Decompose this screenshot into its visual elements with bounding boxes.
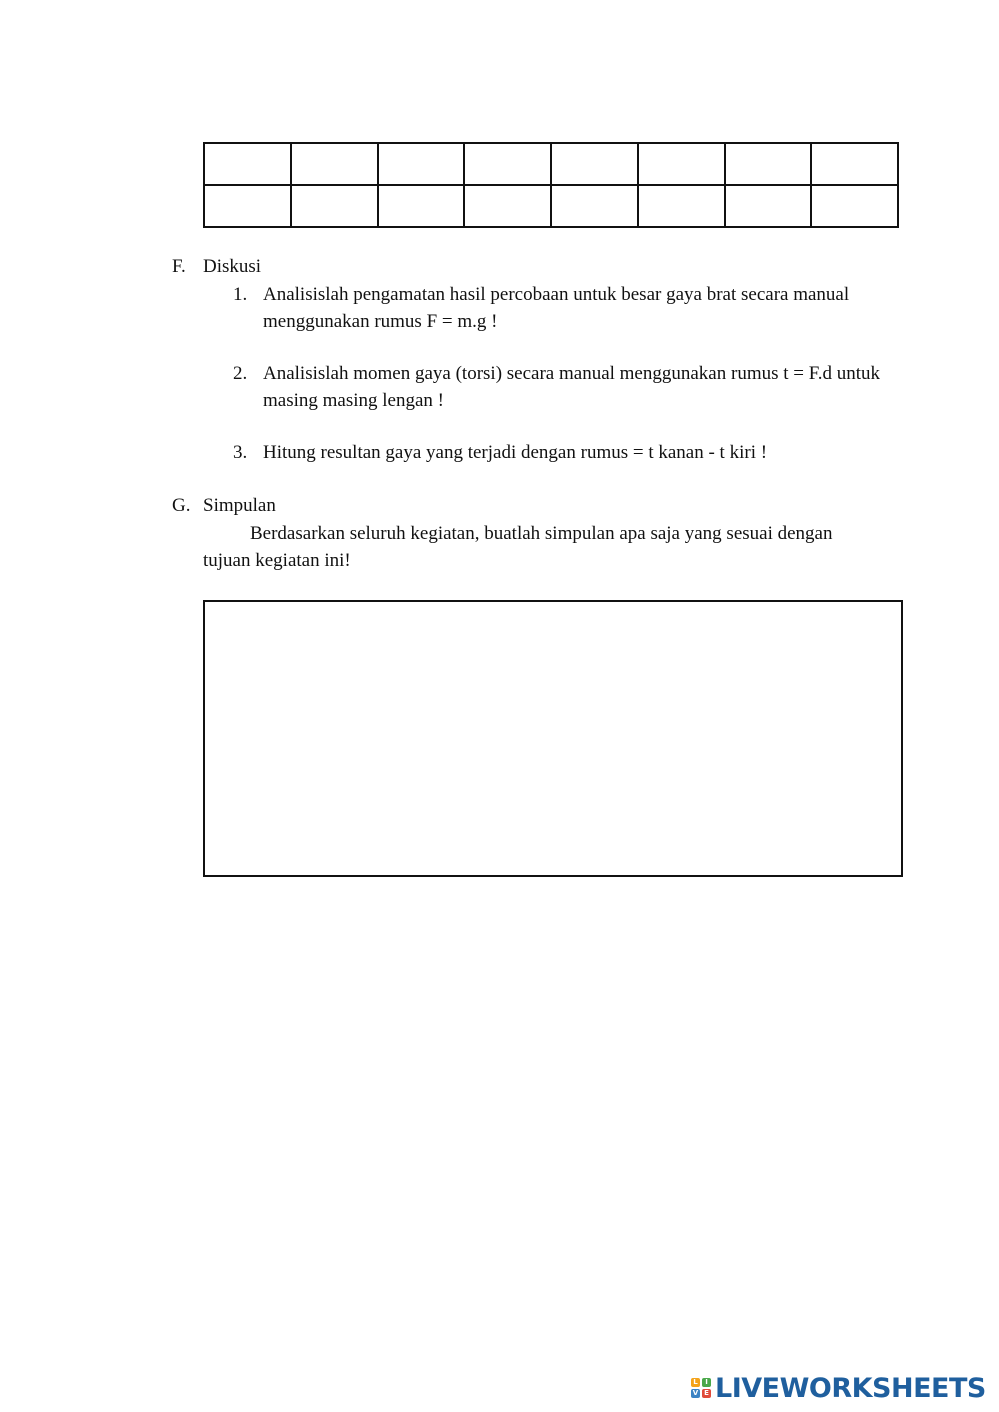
- table-cell[interactable]: [811, 143, 898, 185]
- table-cell[interactable]: [378, 185, 465, 227]
- logo-square: E: [702, 1389, 711, 1398]
- table-cell[interactable]: [638, 185, 725, 227]
- conclusion-letter: G.: [172, 495, 191, 516]
- item-text: Analisislah pengamatan hasil percobaan untuk besar gaya brat secara manual menggunakan rumus F = m.g !: [263, 284, 850, 332]
- discussion-item-1: [233, 281, 893, 335]
- logo-square: L: [691, 1378, 700, 1387]
- table-row: [204, 185, 898, 227]
- table-cell[interactable]: [725, 143, 812, 185]
- table-row: [204, 143, 898, 185]
- table-cell[interactable]: [204, 143, 291, 185]
- table-cell[interactable]: [378, 143, 465, 185]
- table-cell[interactable]: [464, 143, 551, 185]
- table-cell[interactable]: [291, 143, 378, 185]
- table-cell[interactable]: [551, 185, 638, 227]
- logo-text: LIVEWORKSHEETS: [715, 1372, 986, 1404]
- discussion-heading: [172, 255, 261, 279]
- table-cell[interactable]: [464, 185, 551, 227]
- item-number: 2.: [233, 363, 248, 384]
- table-cell[interactable]: [551, 143, 638, 185]
- logo-mark-icon: [691, 1378, 711, 1398]
- item-text: Hitung resultan gaya yang terjadi dengan rumus = t kanan - t kiri !: [263, 442, 768, 463]
- table-cell[interactable]: [204, 185, 291, 227]
- conclusion-heading: [172, 494, 276, 518]
- conclusion-title: Simpulan: [203, 495, 276, 516]
- table-cell[interactable]: [638, 143, 725, 185]
- conclusion-instruction: Berdasarkan seluruh kegiatan, buatlah simpulan apa saja yang sesuai dengan tujuan kegiatan ini!: [203, 523, 833, 571]
- blank-observation-table: [203, 142, 899, 228]
- discussion-letter: F.: [172, 256, 186, 277]
- conclusion-answer-box[interactable]: [203, 600, 903, 877]
- item-number: 1.: [233, 284, 248, 305]
- item-number: 3.: [233, 442, 248, 463]
- discussion-item-2: [233, 360, 893, 414]
- discussion-item-3: [233, 439, 893, 466]
- table-cell[interactable]: [811, 185, 898, 227]
- discussion-title: Diskusi: [203, 256, 262, 277]
- logo-square: V: [692, 1389, 699, 1397]
- item-text: Analisislah momen gaya (torsi) secara manual menggunakan rumus t = F.d untuk masing masing lengan !: [263, 363, 881, 411]
- table-cell[interactable]: [725, 185, 812, 227]
- logo-square: I: [702, 1378, 711, 1387]
- table-cell[interactable]: [291, 185, 378, 227]
- liveworksheets-logo: [691, 1373, 986, 1403]
